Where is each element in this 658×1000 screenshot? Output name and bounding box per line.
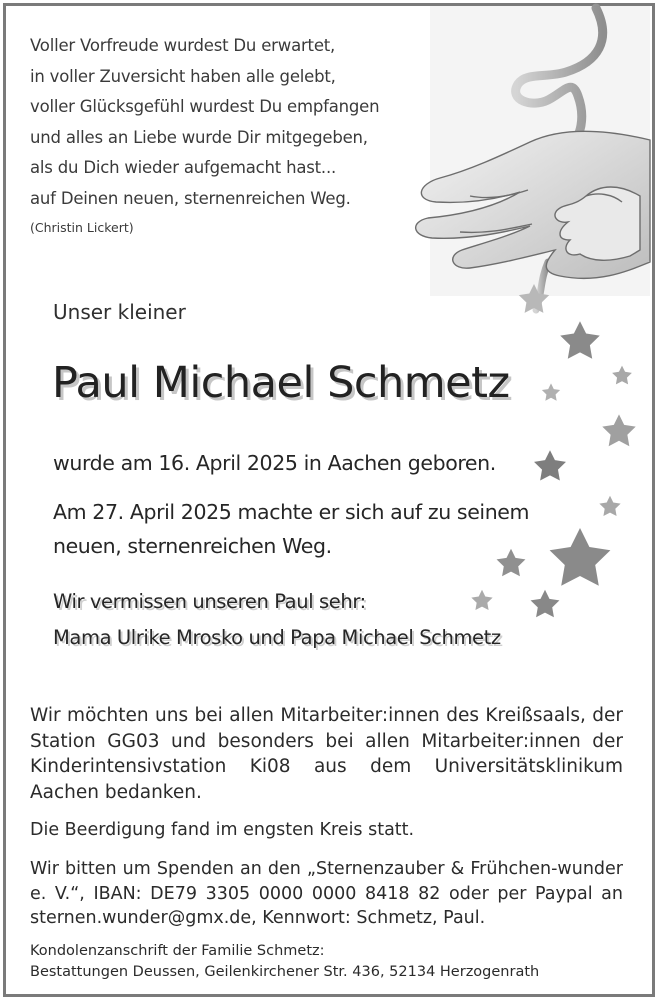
death-text-line2: neuen, sternenreichen Weg.	[53, 534, 332, 558]
intro-text: Unser kleiner	[53, 300, 186, 324]
star-icon	[599, 496, 620, 516]
stars-decoration	[471, 284, 635, 617]
poem-line: als du Dich wieder aufgemacht hast...	[30, 158, 337, 177]
poem-line: voller Glücksgefühl wurdest Du empfangen	[30, 97, 380, 116]
star-icon	[497, 549, 526, 576]
star-icon	[560, 321, 600, 359]
poem-author: (Christin Lickert)	[30, 220, 134, 235]
death-text-line1: Am 27. April 2025 machte er sich auf zu seinem	[53, 500, 530, 524]
star-icon	[550, 528, 611, 586]
deceased-name: Paul Michael Schmetz	[52, 358, 510, 408]
poem	[30, 31, 379, 214]
poem-line: in voller Zuversicht haben alle gelebt,	[30, 66, 336, 86]
miss-text: Wir vermissen unseren Paul sehr:	[53, 590, 366, 613]
condolence-line1: Kondolenzanschrift der Familie Schmetz:	[30, 943, 325, 959]
star-icon	[471, 590, 492, 610]
funeral-note: Die Beerdigung fand im engsten Kreis statt.	[30, 820, 415, 840]
star-icon	[534, 450, 566, 480]
thanks-paragraph: Wir möchten uns bei allen Mitarbeiter:innen des Kreißsaals, der Station GG03 und besonders bei allen Mitarbeiter:innen der Kinderintensivstation Ki08 aus dem Universitätsklinikum Aachen bedanken.	[30, 705, 623, 804]
birth-text: wurde am 16. April 2025 in Aachen geboren.	[53, 451, 496, 475]
poem-line: auf Deinen neuen, sternenreichen Weg.	[30, 188, 351, 208]
parents-names: Mama Ulrike Mrosko und Papa Michael Schmetz	[53, 626, 501, 649]
star-icon	[531, 590, 560, 617]
poem-line: Voller Vorfreude wurdest Du erwartet,	[30, 36, 336, 55]
star-icon	[612, 366, 632, 385]
condolence-line2: Bestattungen Deussen, Geilenkirchener Str. 436, 52134 Herzogenrath	[30, 964, 540, 980]
condolence-address	[30, 941, 539, 983]
poem-line: und alles an Liebe wurde Dir mitgegeben,	[30, 127, 368, 147]
star-icon	[542, 383, 560, 400]
star-icon	[602, 414, 635, 446]
donation-paragraph: Wir bitten um Spenden an den „Sternenzauber & Frühchen-wunder e. V.“, IBAN: DE79 3305 0000 0000 8418 82 oder per Paypal an sternen.wunder@gmx.de, Kennwort: Schmetz, Paul.	[30, 859, 623, 928]
